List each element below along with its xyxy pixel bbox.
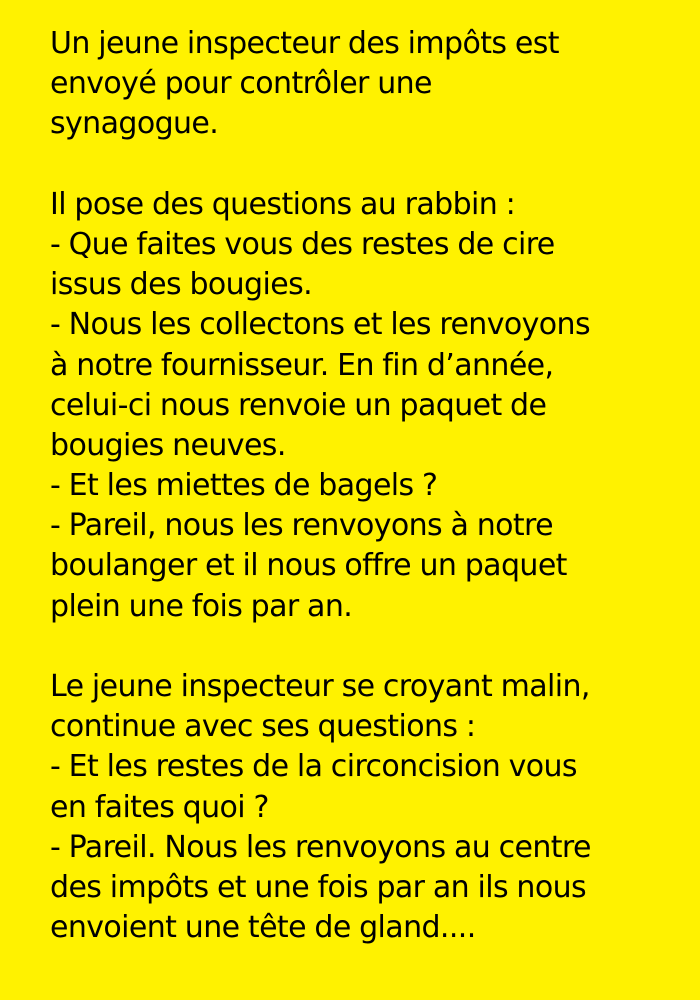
text-line: Un jeune inspecteur des impôts est — [50, 26, 559, 61]
text-line: en faites quoi ? — [50, 789, 269, 825]
text-line: boulanger et il nous offre un paquet — [50, 548, 567, 584]
text-line: continue avec ses questions : — [50, 709, 476, 745]
text-line: envoyé pour contrôler une — [50, 66, 432, 102]
text-line: à notre fournisseur. En fin d’année, — [50, 347, 554, 383]
text-line: envoient une tête de gland.... — [50, 910, 476, 946]
text-line: - Et les miettes de bagels ? — [50, 468, 438, 504]
text-line: celui-ci nous renvoie un paquet de — [50, 387, 547, 423]
text-line: Le jeune inspecteur se croyant malin, — [50, 669, 590, 704]
text-line: - Et les restes de la circoncision vous — [50, 749, 577, 785]
text-line: - Nous les collectons et les renvoyons — [50, 307, 590, 343]
paragraph-gap — [50, 145, 660, 185]
joke-text — [50, 24, 660, 948]
paragraph-gap — [50, 627, 660, 667]
text-line: - Que faites vous des restes de cire — [50, 226, 555, 262]
text-line: - Pareil, nous les renvoyons à notre — [50, 508, 553, 544]
text-line: issus des bougies. — [50, 267, 313, 303]
text-line: bougies neuves. — [50, 427, 286, 463]
text-line: Il pose des questions au rabbin : — [50, 186, 516, 222]
text-line: - Pareil. Nous les renvoyons au centre — [50, 829, 591, 865]
text-line: synagogue. — [50, 106, 219, 142]
text-line: des impôts et une fois par an ils nous — [50, 869, 587, 905]
text-line: plein une fois par an. — [50, 588, 353, 624]
